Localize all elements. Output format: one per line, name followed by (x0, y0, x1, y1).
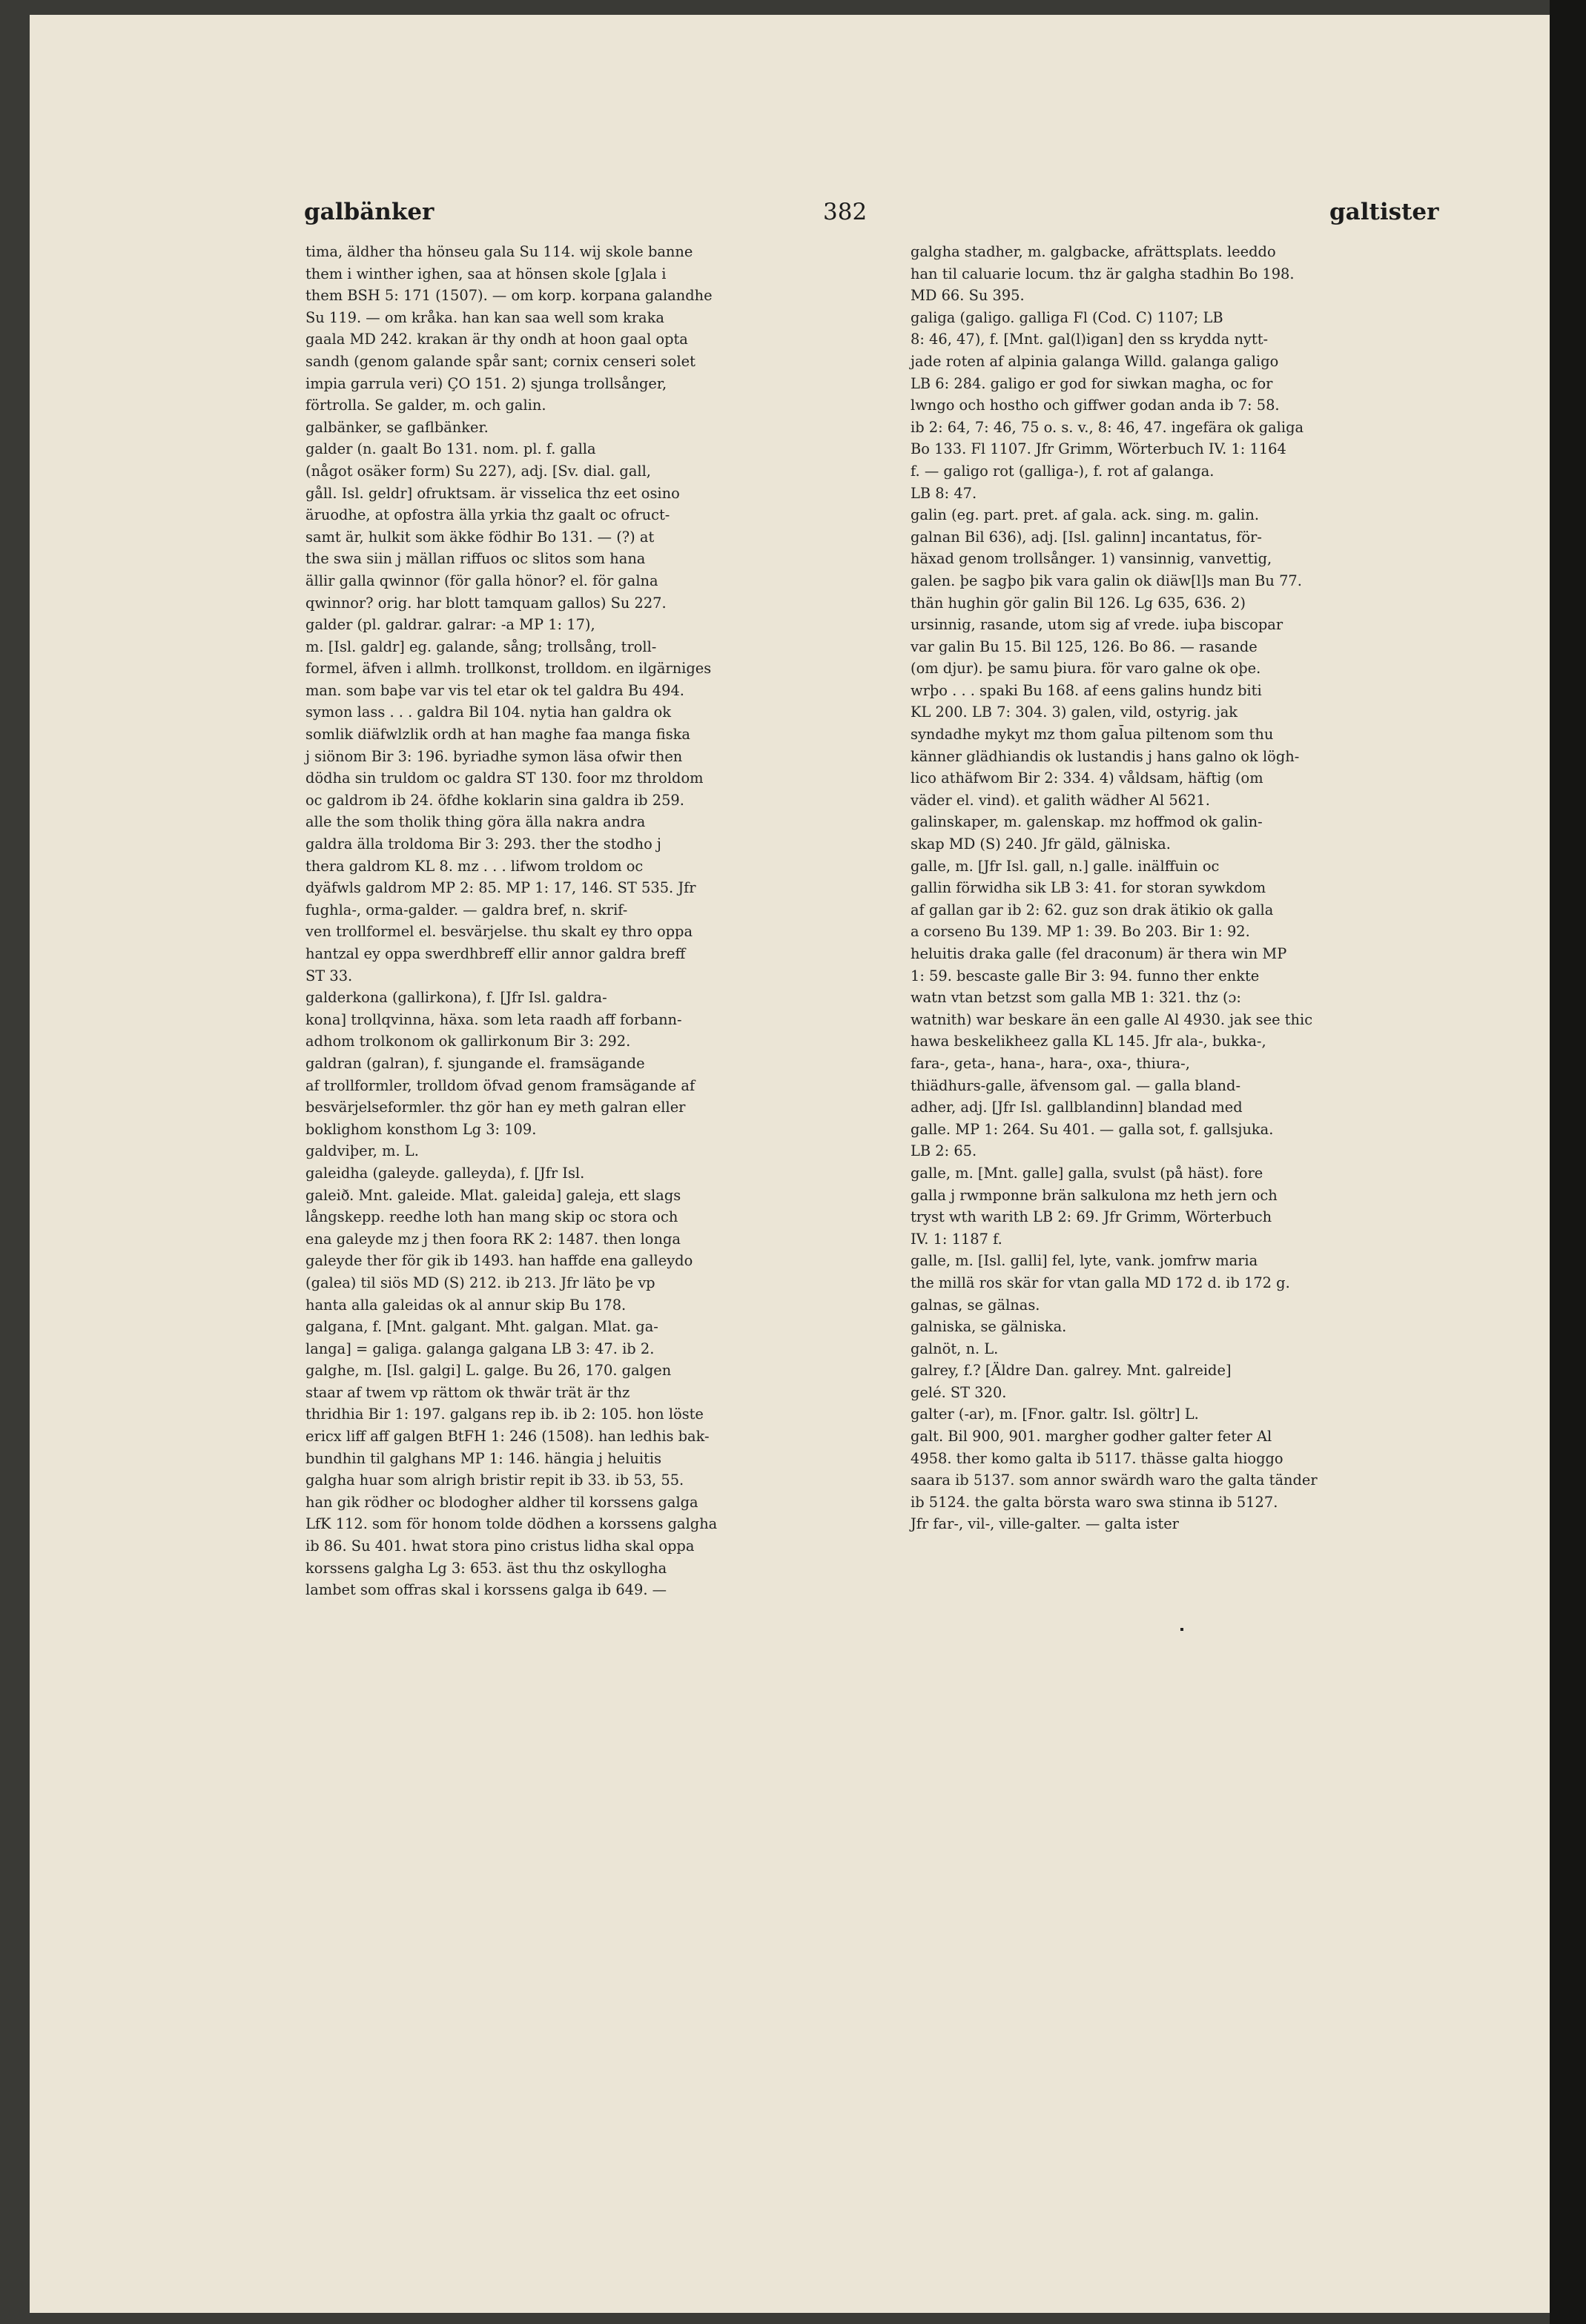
text-line: galiga (galigo. galliga Fl (Cod. C) 1107; LB (911, 308, 1223, 326)
running-head-left: galbänker (304, 199, 435, 225)
text-line: watnith) war beskare än een galle Al 4930. jak see thic (911, 1010, 1313, 1028)
print-mark (1180, 1628, 1183, 1631)
text-line: f. — galigo rot (galliga-), f. rot af galanga. (911, 462, 1215, 480)
text-line: af gallan gar ib 2: 62. guz son drak ätikio ok galla (911, 901, 1274, 918)
text-line: IV. 1: 1187 f. (911, 1230, 1002, 1248)
text-line: galle, m. [Mnt. galle] galla, svulst (på häst). fore (911, 1164, 1263, 1182)
text-line: formel, äfven i allmh. trollkonst, trolldom. en ilgärniges (305, 660, 712, 678)
text-line: (galea) til siös MD (S) 212. ib 213. Jfr läto þe vp (305, 1274, 655, 1291)
text-line: alle the som tholik thing göra älla nakra andra (305, 813, 646, 831)
text-line: galgha huar som alrigh bristir repit ib 33. ib 53, 55. (305, 1471, 684, 1489)
text-line: adher, adj. [Jfr Isl. gallblandinn] blandad med (911, 1099, 1243, 1116)
text-line: LB 8: 47. (911, 484, 977, 502)
text-line: ib 86. Su 401. hwat stora pino cristus lidha skal oppa (305, 1537, 695, 1555)
text-line: galle. MP 1: 264. Su 401. — galla sot, f. gallsjuka. (911, 1120, 1274, 1138)
text-line: samt är, hulkit som äkke födhir Bo 131. — (?) at (305, 528, 655, 546)
text-line: adhom trolkonom ok gallirkonum Bir 3: 292. (305, 1033, 631, 1050)
left-column (305, 241, 880, 1601)
text-line: MD 66. Su 395. (911, 287, 1025, 305)
text-line: galnas, se gälnas. (911, 1296, 1040, 1314)
text-line: han til caluarie locum. thz är galgha stadhin Bo 198. (911, 265, 1295, 282)
text-line: ursinnig, rasande, utom sig af vrede. iuþa biscopar (911, 616, 1283, 634)
text-line: wrþo . . . spaki Bu 168. af eens galins hundz biti (911, 681, 1262, 699)
text-line: galen. þe sagþo þik vara galin ok diäw[l]s man Bu 77. (911, 572, 1302, 589)
running-head-right: galtister (1329, 199, 1439, 225)
text-line: gåll. Isl. geldr] ofruktsam. är visselica thz eet osino (305, 484, 680, 502)
text-line: galbänker, se gaflbänker. (305, 418, 489, 436)
text-line: 4958. ther komo galta ib 5117. thässe galta hioggo (911, 1449, 1283, 1467)
text-line: galt. Bil 900, 901. margher godher galter feter Al (911, 1428, 1272, 1446)
text-line: Bo 133. Fl 1107. Jfr Grimm, Wörterbuch IV. 1: 1164 (911, 440, 1286, 458)
text-line: lico athäfwom Bir 2: 334. 4) våldsam, häftig (om (911, 769, 1263, 787)
scan-edge (1550, 0, 1586, 2324)
text-line: thiädhurs-galle, äfvensom gal. — galla bland- (911, 1076, 1240, 1094)
page-number: 382 (823, 199, 868, 225)
text-line: heluitis draka galle (fel draconum) är thera win MP (911, 945, 1287, 962)
text-line: LfK 112. som för honom tolde dödhen a korssens galgha (305, 1515, 718, 1533)
text-line: galin (eg. part. pret. af gala. ack. sing. m. galin. (911, 506, 1260, 524)
text-line: dödha sin truldom oc galdra ST 130. foor mz throldom (305, 769, 704, 787)
text-line: hawa beskelikheez galla KL 145. Jfr ala-, bukka-, (911, 1033, 1266, 1050)
text-line: thera galdrom KL 8. mz . . . lifwom troldom oc (305, 857, 644, 875)
text-line: kona] trollqvinna, häxa. som leta raadh aff forbann- (305, 1010, 682, 1028)
text-line: hantzal ey oppa swerdhbreff ellir annor galdra breff (305, 945, 686, 962)
text-line: LB 6: 284. galigo er god for siwkan magha, oc for (911, 374, 1273, 392)
text-line: symon lass . . . galdra Bil 104. nytia han galdra ok (305, 704, 672, 721)
text-line: man. som baþe var vis tel etar ok tel galdra Bu 494. (305, 681, 684, 699)
text-line: känner glädhiandis ok lustandis j hans galno ok lögh- (911, 747, 1300, 765)
text-line: galghe, m. [Isl. galgi] L. galge. Bu 26, 170. galgen (305, 1362, 672, 1380)
text-line: bundhin til galghans MP 1: 146. hängia j heluitis (305, 1449, 662, 1467)
text-line: them i winther ighen, saa at hönsen skole [g]ala i (305, 265, 667, 282)
text-line: galgana, f. [Mnt. galgant. Mht. galgan. Mlat. ga- (305, 1318, 658, 1336)
text-line: 1: 59. bescaste galle Bir 3: 94. funno ther enkte (911, 967, 1260, 984)
text-line: oc galdrom ib 24. öfdhe koklarin sina galdra ib 259. (305, 791, 684, 809)
text-line: han gik rödher oc blodogher aldher til korssens galga (305, 1493, 698, 1511)
text-line: galter (-ar), m. [Fnor. galtr. Isl. göltr] L. (911, 1406, 1199, 1423)
text-line: galgha stadher, m. galgbacke, afrättsplats. leeddo (911, 243, 1276, 260)
text-line: ib 2: 64, 7: 46, 75 o. s. v., 8: 46, 47. ingefära ok galiga (911, 418, 1304, 436)
text-line: var galin Bu 15. Bil 125, 126. Bo 86. — rasande (911, 638, 1258, 655)
text-line: langa] = galiga. galanga galgana LB 3: 47. ib 2. (305, 1340, 655, 1357)
text-line: galrey, f.? [Äldre Dan. galrey. Mnt. galreide] (911, 1362, 1232, 1380)
right-column (911, 241, 1485, 1535)
text-line: af trollformler, trolldom öfvad genom framsägande af (305, 1076, 695, 1094)
text-line: tima, äldher tha hönseu gala Su 114. wij skole banne (305, 243, 693, 260)
text-line: ericx liff aff galgen BtFH 1: 246 (1508). han ledhis bak- (305, 1428, 710, 1446)
text-line: fughla-, orma-galder. — galdra bref, n. skrif- (305, 901, 628, 918)
text-line: j siönom Bir 3: 196. byriadhe symon läsa ofwir then (305, 747, 683, 765)
text-line: a corseno Bu 139. MP 1: 39. Bo 203. Bir 1: 92. (911, 923, 1250, 941)
text-line: gaala MD 242. krakan är thy ondh at hoon gaal opta (305, 331, 688, 348)
text-line: LB 2: 65. (911, 1142, 977, 1160)
text-line: galniska, se gälniska. (911, 1318, 1067, 1336)
text-line: förtrolla. Se galder, m. och galin. (305, 397, 546, 414)
text-line: (om djur). þe samu þiura. för varo galne ok oþe. (911, 660, 1261, 678)
text-line: qwinnor? orig. har blott tamquam gallos) Su 227. (305, 594, 667, 612)
text-line: galinskaper, m. galenskap. mz hoffmod ok galin- (911, 813, 1263, 831)
text-line: galderkona (gallirkona), f. [Jfr Isl. galdra- (305, 989, 607, 1007)
text-line: ven trollformel el. besvärjelse. thu skalt ey thro oppa (305, 923, 693, 941)
text-line: galle, m. [Isl. galli] fel, lyte, vank. jomfrw maria (911, 1252, 1258, 1270)
text-line: galnan Bil 636), adj. [Isl. galinn] incantatus, för- (911, 528, 1262, 546)
text-line: galdra älla troldoma Bir 3: 293. ther the stodho j (305, 835, 661, 853)
text-line: syndadhe mykyt mz thom gal̄ua piltenom som thu (911, 726, 1274, 744)
text-line: jade roten af alpinia galanga Willd. galanga galigo (911, 352, 1279, 370)
text-line: Jfr far-, vil-, ville-galter. — galta ister (911, 1515, 1179, 1533)
text-line: boklighom konsthom Lg 3: 109. (305, 1120, 537, 1138)
text-line: galdviþer, m. L. (305, 1142, 419, 1160)
text-line: galeið. Mnt. galeide. Mlat. galeida] galeja, ett slags (305, 1186, 681, 1204)
text-line: sandh (genom galande spår sant; cornix censeri solet (305, 352, 695, 370)
text-line: (något osäker form) Su 227), adj. [Sv. dial. gall, (305, 462, 651, 480)
text-line: galder (n. gaalt Bo 131. nom. pl. f. galla (305, 440, 596, 458)
text-line: thridhia Bir 1: 197. galgans rep ib. ib 2: 105. hon löste (305, 1406, 704, 1423)
text-line: gallin förwidha sik LB 3: 41. for storan sywkdom (911, 879, 1266, 897)
text-line: the millä ros skär for vtan galla MD 172 d. ib 172 g. (911, 1274, 1290, 1291)
text-line: galla j rwmponne brän salkulona mz heth jern och (911, 1186, 1278, 1204)
text-line: hanta alla galeidas ok al annur skip Bu 178. (305, 1296, 627, 1314)
text-line: häxad genom trollsånger. 1) vansinnig, vanvettig, (911, 550, 1272, 568)
text-line: the swa siin j mällan riffuos oc slitos som hana (305, 550, 646, 568)
text-line: ällir galla qwinnor (för galla hönor? el. för galna (305, 572, 658, 589)
text-line: galeidha (galeyde. galleyda), f. [Jfr Isl. (305, 1164, 585, 1182)
text-line: galeyde ther för gik ib 1493. han haffde ena galleydo (305, 1252, 693, 1270)
text-line: staar af twem vp rättom ok thwär trät är thz (305, 1383, 630, 1401)
text-line: lwngo och hostho och giffwer godan anda ib 7: 58. (911, 397, 1280, 414)
text-line: korssens galgha Lg 3: 653. äst thu thz oskyllogha (305, 1559, 667, 1577)
text-line: väder el. vind). et galith wädher Al 5621. (911, 791, 1210, 809)
text-line: KL 200. LB 7: 304. 3) galen, vild, ostyrig. jak (911, 704, 1238, 721)
text-line: ena galeyde mz j then foora RK 2: 1487. then longa (305, 1230, 681, 1248)
text-line: galnöt, n. L. (911, 1340, 999, 1357)
text-line: saara ib 5137. som annor swärdh waro the galta tänder (911, 1471, 1318, 1489)
text-line: besvärjelseformler. thz gör han ey meth galran eller (305, 1099, 686, 1116)
text-line: dyäfwls galdrom MP 2: 85. MP 1: 17, 146. ST 535. Jfr (305, 879, 696, 897)
text-line: galdran (galran), f. sjungande el. framsägande (305, 1054, 645, 1072)
text-line: them BSH 5: 171 (1507). — om korp. korpana galandhe (305, 287, 713, 305)
text-line: ib 5124. the galta börsta waro swa stinna ib 5127. (911, 1493, 1278, 1511)
text-line: thän hughin gör galin Bil 126. Lg 635, 636. 2) (911, 594, 1246, 612)
text-line: skap MD (S) 240. Jfr gäld, gälniska. (911, 835, 1171, 853)
text-line: watn vtan betzst som galla MB 1: 321. thz (ɔ: (911, 989, 1241, 1007)
text-line: 8: 46, 47), f. [Mnt. gal(l)igan] den ss krydda nytt- (911, 331, 1269, 348)
text-line: fara-, geta-, hana-, hara-, oxa-, thiura-, (911, 1054, 1190, 1072)
text-line: lambet som offras skal i korssens galga ib 649. — (305, 1581, 667, 1599)
text-line: tryst wth warith LB 2: 69. Jfr Grimm, Wörterbuch (911, 1208, 1272, 1226)
text-line: m. [Isl. galdr] eg. galande, sång; trollsång, troll- (305, 638, 657, 655)
text-line: somlik diäfwlzlik ordh at han maghe faa manga fiska (305, 726, 690, 744)
text-line: impia garrula veri) ÇO 151. 2) sjunga trollsånger, (305, 374, 667, 392)
text-line: ST 33. (305, 967, 353, 984)
text-line: äruodhe, at opfostra älla yrkia thz gaalt oc ofruct- (305, 506, 670, 524)
text-line: Su 119. — om kråka. han kan saa well som kraka (305, 308, 664, 326)
text-line: gelé. ST 320. (911, 1383, 1007, 1401)
text-line: långskepp. reedhe loth han mang skip oc stora och (305, 1208, 678, 1226)
text-line: galder (pl. galdrar. galrar: -a MP 1: 17), (305, 616, 595, 634)
text-line: galle, m. [Jfr Isl. gall, n.] galle. inälffuin oc (911, 857, 1220, 875)
